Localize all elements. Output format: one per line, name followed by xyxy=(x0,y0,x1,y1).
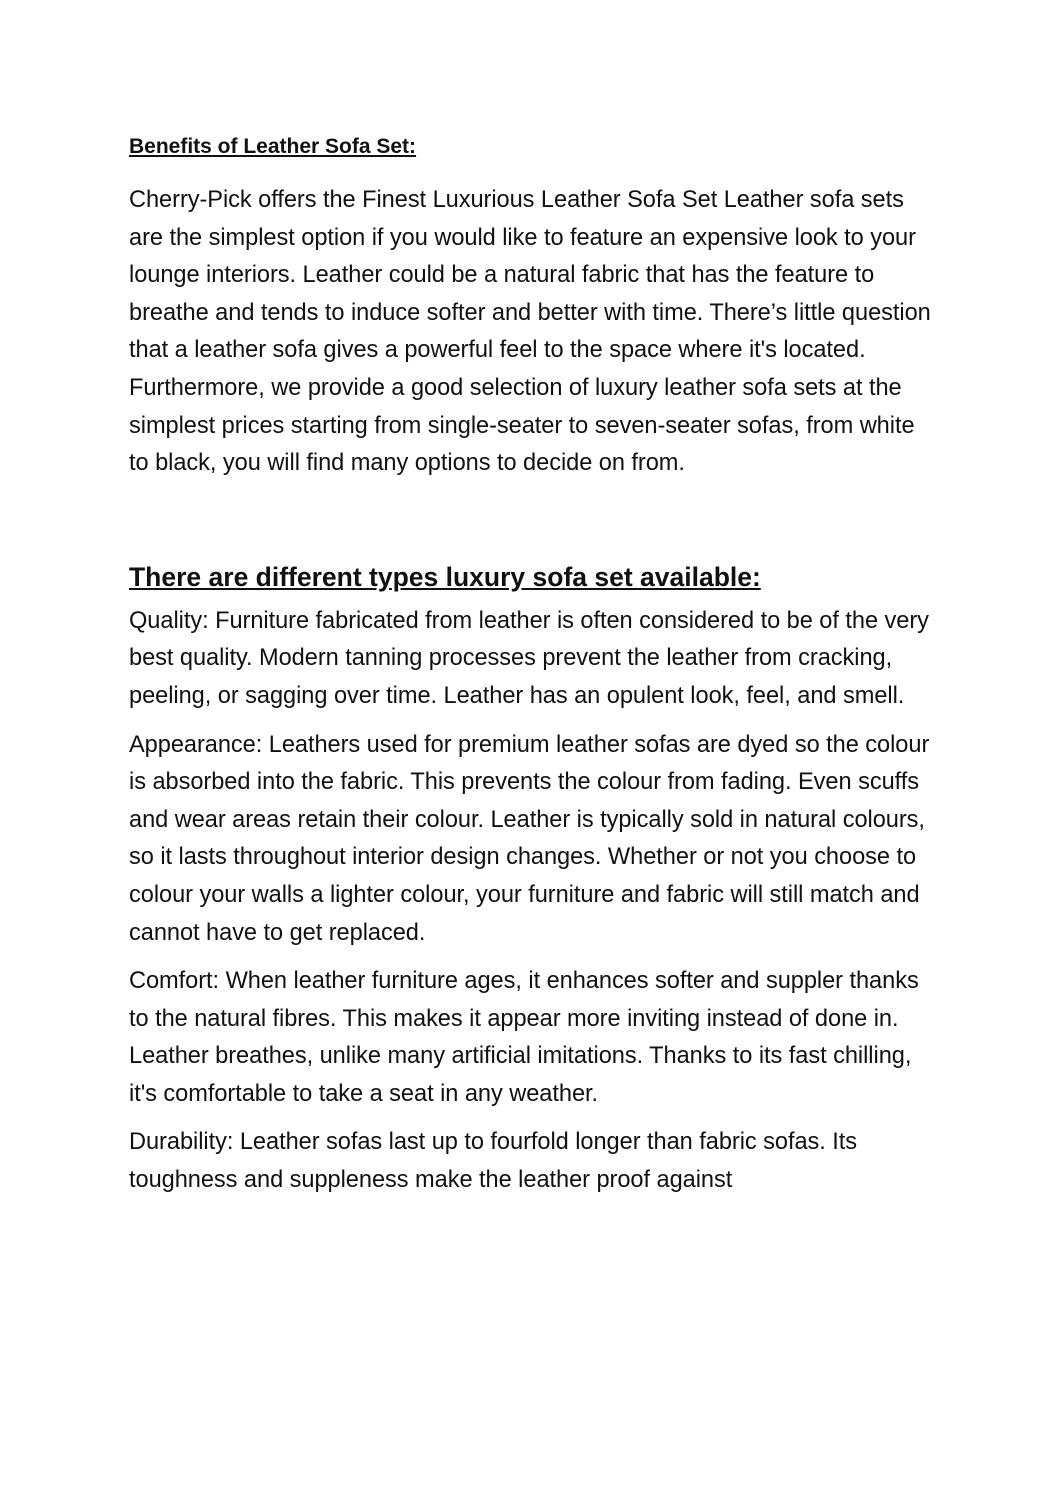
types-heading: There are different types luxury sofa set available: xyxy=(129,561,761,592)
benefits-heading: Benefits of Leather Sofa Set: xyxy=(129,135,417,158)
comfort-paragraph: Comfort: When leather furniture ages, it enhances softer and suppler thanks to the natural fibres. This makes it appear more inviting instead of done in. Leather breathes, unlike many artificial imitations. Thanks to its fast chilling, it's comfortable to take a seat in any weather. xyxy=(129,968,919,1107)
appearance-paragraph: Appearance: Leathers used for premium leather sofas are dyed so the colour is absorbed into the fabric. This prevents the colour from fading. Even scuffs and wear areas retain their colour. Leather is typically sold in natural colours, so it lasts throughout interior design changes. Whether or not you choose to colour your walls a lighter colour, your furniture and fabric will still match and cannot have to get replaced. xyxy=(129,731,930,946)
quality-paragraph: Quality: Furniture fabricated from leather is often considered to be of the very best quality. Modern tanning processes prevent the leather from cracking, peeling, or sagging over time. Leather has an opulent look, feel, and smell. xyxy=(129,607,929,709)
durability-paragraph: Durability: Leather sofas last up to fourfold longer than fabric sofas. Its toughness and suppleness make the leather proof against xyxy=(129,1129,858,1194)
document-page xyxy=(129,130,939,1200)
benefits-paragraph: Cherry-Pick offers the Finest Luxurious Leather Sofa Set Leather sofa sets are the simplest option if you would like to feature an expensive look to your lounge interiors. Leather could be a natural fabric that has the feature to breathe and tends to induce softer and better with time. There’s little question that a leather sofa gives a powerful feel to the space where it's located. Furthermore, we provide a good selection of luxury leather sofa sets at the simplest prices starting from single-seater to seven-seater sofas, from white to black, you will find many options to decide on from. xyxy=(129,187,931,477)
